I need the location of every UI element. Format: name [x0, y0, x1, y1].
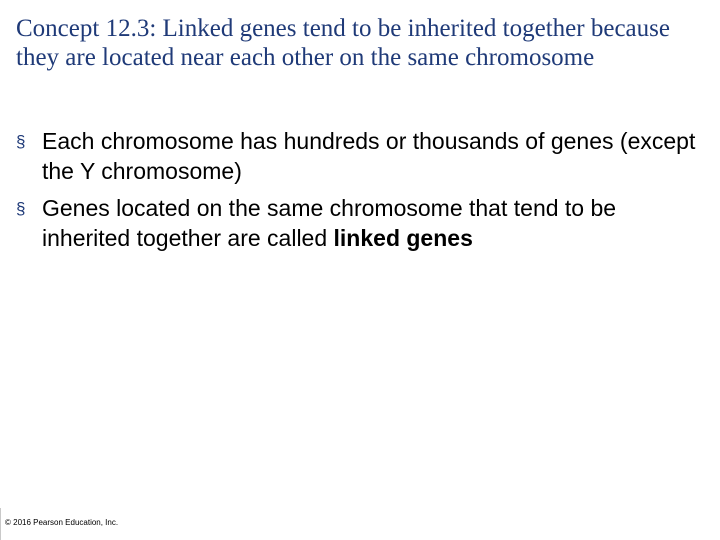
key-term: linked genes [333, 225, 473, 251]
bullet-item [16, 126, 706, 186]
footer-divider [0, 508, 1, 540]
slide-title: Concept 12.3: Linked genes tend to be inherited together because they are located near each other on the same chromosome [16, 15, 670, 71]
bullet-marker-icon: § [16, 132, 26, 151]
bullet-text: Genes located on the same chromosome that tend to be inherited together are called [42, 195, 617, 251]
bullet-marker-icon: § [16, 199, 26, 218]
bullet-text: Each chromosome has hundreds or thousands of genes (except the Y chromosome) [42, 128, 696, 184]
bullet-list [16, 126, 706, 260]
copyright-footer: © 2016 Pearson Education, Inc. [5, 518, 119, 527]
bullet-item [16, 193, 706, 253]
